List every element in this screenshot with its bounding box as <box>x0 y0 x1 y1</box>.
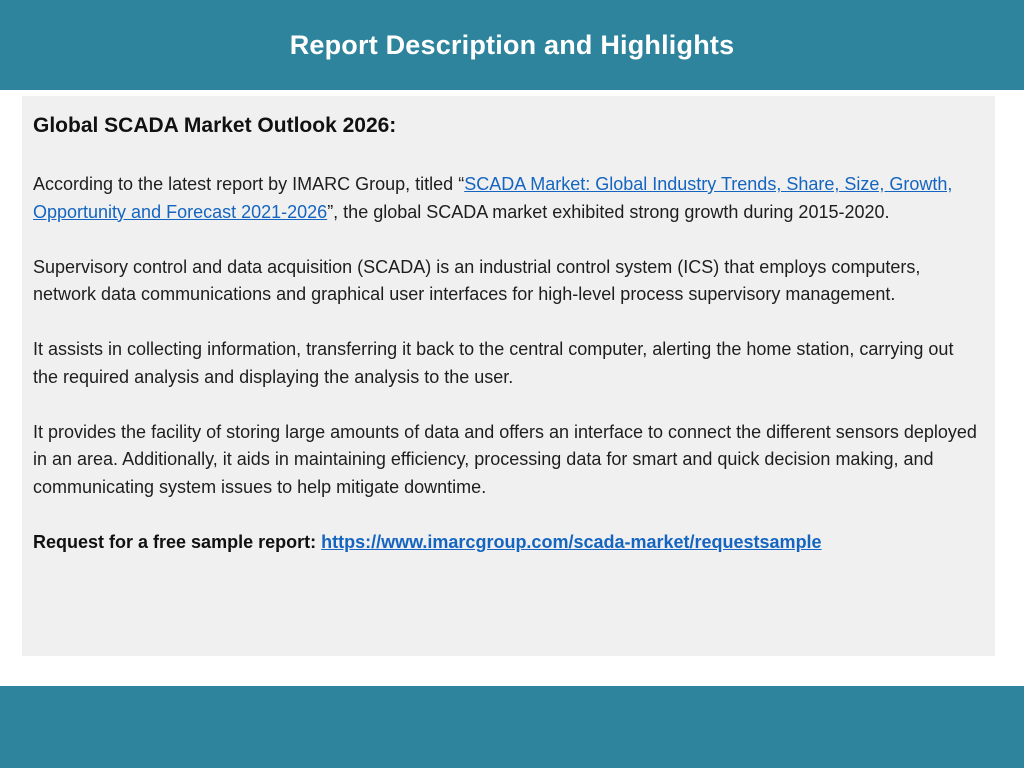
header-band <box>0 0 1024 90</box>
definition-paragraph: Supervisory control and data acquisition (SCADA) is an industrial control system (ICS) that employs computers, network data communications and graphical user interfaces for high-level process supervisory management. <box>33 256 921 304</box>
function-paragraph: It assists in collecting information, transferring it back to the central computer, alerting the home station, carrying out the required analysis and displaying the analysis to the user. <box>33 339 954 387</box>
intro-text-before: According to the latest report by IMARC Group, titled “ <box>33 174 465 194</box>
content-panel <box>22 96 995 656</box>
sample-request-line <box>33 529 983 556</box>
page-title: Report Description and Highlights <box>289 29 735 60</box>
section-heading: Global SCADA Market Outlook 2026: <box>33 114 397 137</box>
sample-request-label: Request for a free sample report: <box>33 531 317 552</box>
sample-request-link[interactable]: https://www.imarcgroup.com/scada-market/requestsample <box>321 531 822 552</box>
facility-paragraph: It provides the facility of storing large amounts of data and offers an interface to connect the different sensors deployed in an area. Additionally, it aids in maintaining efficiency, processing data for smart and quick decision making, and communicating system issues to help mitigate downtime. <box>33 421 977 497</box>
intro-text-after: ”, the global SCADA market exhibited strong growth during 2015-2020. <box>327 201 890 222</box>
report-title-link[interactable]: SCADA Market: Global Industry Trends, Share, Size, Growth, Opportunity and Forecast 2021-2026 <box>33 174 953 222</box>
footer-band <box>0 686 1024 768</box>
intro-paragraph <box>33 171 983 226</box>
